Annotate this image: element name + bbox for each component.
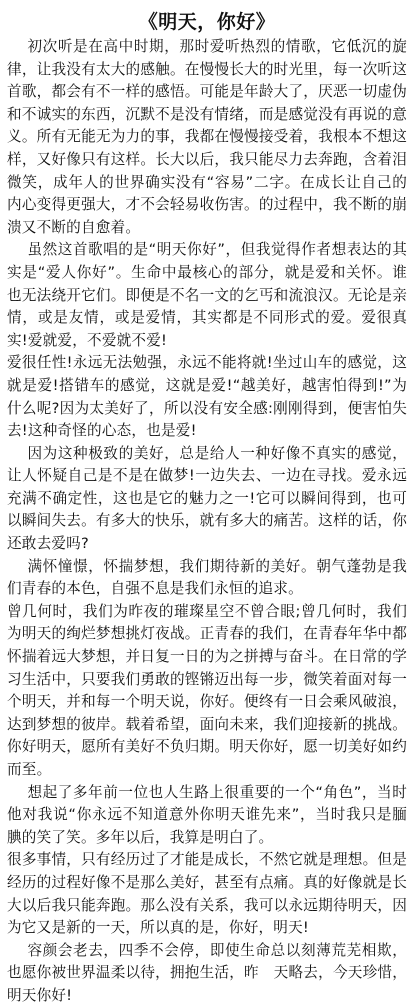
article-paragraph: 虽然这首歌唱的是“明天你好”，但我觉得作者想表达的其实是“爱人你好”。生命中最核心的部分，就是爱和关怀。谁也无法绕开它们。即便是不名一文的乞丐和流浪汉。无论是亲情，或是友情，或是爱情，其实都是不同形式的爱。爱很真实!爱就爱，不爱就不爱! (7, 241, 407, 349)
article-paragraph: 爱很任性!永远无法勉强，永远不能将就!坐过山车的感觉，这就是爱!搭错车的感觉，这就是爱!“越美好，越害怕得到!”为什么呢?因为太美好了，所以没有安全感:刚刚得到，便害怕失去!这种奇怪的心态，也是爱! (7, 354, 407, 440)
article-paragraph: 想起了多年前一位也人生路上很重要的一个“角色”，当时他对我说“你永远不知道意外你明天谁先来”，当时我只是腼腆的笑了笑。多年以后，我算是明白了。 (7, 783, 407, 846)
article-paragraph: 满怀憧憬，怀揣梦想，我们期待新的美好。朝气蓬勃是我们青春的本色，自强不息是我们永恒的追求。 (7, 557, 407, 598)
article-paragraph: 很多事情，只有经历过了才能是成长，不然它就是理想。但是经历的过程好像不是那么美好，甚至有点痛。真的好像就是长大以后我只能奔跑。那么没有关系，我可以永远期待明天，因为它又是新的一天，所以真的是，你好，明天! (7, 851, 407, 937)
article-paragraph: 初次听是在高中时期，那时爱听热烈的情歌，它低沉的旋律，让我没有太大的感触。在慢慢长大的时光里，每一次听这首歌，都会有不一样的感悟。可能是年龄大了，厌恶一切虚伪和不诚实的东西，沉默不是没有情绪，而是感觉没有再说的意义。所有无能无为力的事，我都在慢慢接受着，我根本不想这样，又好像只有这样。长大以后，我只能尽力去奔跑，含着泪微笑，成年人的世界确实没有“容易”二字。在成长让自己的内心变得更强大，才不会轻易收伤害。的过程中，我不断的崩溃又不断的自愈着。 (7, 38, 407, 236)
article-title: 《明天，你好》 (138, 11, 276, 33)
article-paragraph: 容颜会老去，四季不会停，即使生命总以刻薄荒芜相欺，也愿你被世界温柔以待，拥抱生活，昨 天略去，今天珍惜，明天你好! (7, 941, 407, 1004)
article-paragraph: 因为这种极致的美好，总是给人一种好像不真实的感觉，让人怀疑自己是不是在做梦!一边失去、一边在寻找。爱永远充满不确定性，这也是它的魅力之一!它可以瞬间得到，也可以瞬间失去。有多大的快乐，就有多大的痛苦。这样的话，你还敢去爱吗? (7, 444, 407, 553)
article-paragraph: 曾几何时，我们为昨夜的璀璨星空不曾合眼;曾几何时，我们为明天的绚烂梦想挑灯夜战。正青春的我们，在青春年华中都怀揣着远大梦想，并日复一日的为之拼搏与奋斗。在日常的学习生活中，只要我们勇敢的铿锵迈出每一步，微笑着面对每一个明天，并和每一个明天说，你好。便终有一日会乘风破浪，达到梦想的彼岸。载着希望，面向未来，我们迎接新的挑战。你好明天，愿所有美好不负归期。明天你好，愿一切美好如约而至。 (7, 602, 407, 778)
